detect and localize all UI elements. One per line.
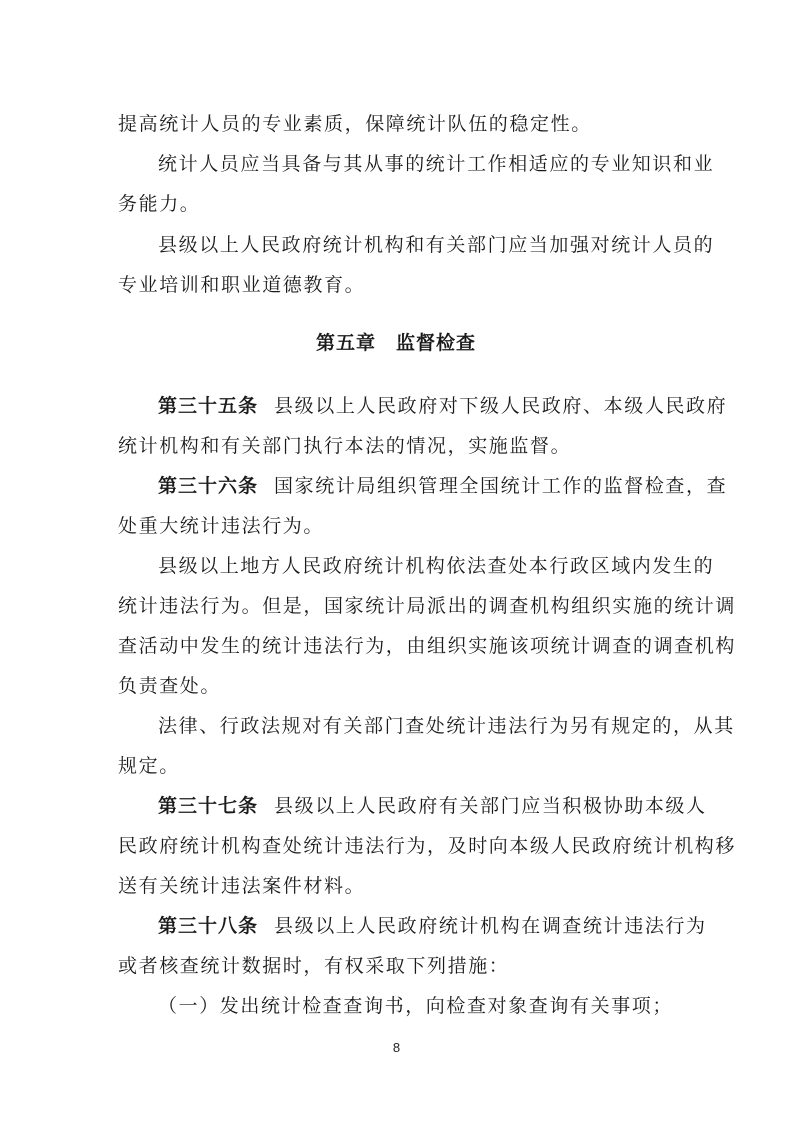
text: 处重大统计违法行为。 xyxy=(118,515,325,537)
paragraph-line xyxy=(158,233,714,257)
text: （一）发出统计检查查询书，向检查对象查询有关事项； xyxy=(158,995,674,1017)
text: 负责查处。 xyxy=(118,675,222,697)
page-number: 8 xyxy=(392,1040,401,1055)
text: 法律、行政法规对有关部门查处统计违法行为另有规定的，从其 xyxy=(158,715,735,737)
text: 查活动中发生的统计违法行为，由组织实施该项统计调查的调查机构 xyxy=(118,635,737,657)
paragraph-line xyxy=(118,192,200,216)
paragraph-line xyxy=(118,834,736,858)
paragraph-line xyxy=(118,674,221,698)
paragraph-line xyxy=(118,954,509,978)
article-37-line xyxy=(158,794,707,818)
text: 送有关统计违法案件材料。 xyxy=(118,875,366,897)
text: 国家统计局组织管理全国统计工作的监督检查，查 xyxy=(274,475,728,497)
article-number: 第三十五条 xyxy=(158,395,259,417)
text: 县级以上人民政府统计机构在调查统计违法行为 xyxy=(274,915,707,937)
paragraph-line xyxy=(118,594,736,618)
text: 民政府统计机构查处统计违法行为，及时向本级人民政府统计机构移 xyxy=(118,835,737,857)
paragraph-line xyxy=(118,754,180,778)
article-number: 第三十八条 xyxy=(158,915,259,937)
article-number: 第三十六条 xyxy=(158,475,259,497)
list-item xyxy=(158,994,673,1018)
text: 统计人员应当具备与其从事的统计工作相适应的专业知识和业 xyxy=(158,153,715,175)
text: 规定。 xyxy=(118,755,180,777)
paragraph-line xyxy=(118,514,324,538)
text: 或者核查统计数据时，有权采取下列措施： xyxy=(118,955,510,977)
paragraph-line xyxy=(158,152,714,176)
text: 统计机构和有关部门执行本法的情况，实施监督。 xyxy=(118,435,572,457)
text: 提高统计人员的专业素质，保障统计队伍的稳定性。 xyxy=(118,113,592,135)
paragraph-line xyxy=(118,273,365,297)
article-number: 第三十七条 xyxy=(158,795,259,817)
article-38-line xyxy=(158,914,707,938)
article-35-line xyxy=(158,394,727,418)
text: 县级以上人民政府对下级人民政府、本级人民政府 xyxy=(274,395,728,417)
text: 专业培训和职业道德教育。 xyxy=(118,274,366,296)
text: 县级以上人民政府统计机构和有关部门应当加强对统计人员的 xyxy=(158,234,715,256)
article-36-line xyxy=(158,474,727,498)
paragraph-line xyxy=(118,874,365,898)
paragraph-line xyxy=(118,112,592,136)
paragraph-line xyxy=(118,634,736,658)
text: 县级以上地方人民政府统计机构依法查处本行政区域内发生的 xyxy=(158,555,715,577)
paragraph-line xyxy=(158,714,735,738)
text: 务能力。 xyxy=(118,193,201,215)
text: 县级以上人民政府有关部门应当积极协助本级人 xyxy=(274,795,707,817)
chapter-title: 第五章 监督检查 xyxy=(315,332,476,354)
paragraph-line xyxy=(118,434,571,458)
text: 统计违法行为。但是，国家统计局派出的调查机构组织实施的统计调 xyxy=(118,595,737,617)
paragraph-line xyxy=(158,554,714,578)
